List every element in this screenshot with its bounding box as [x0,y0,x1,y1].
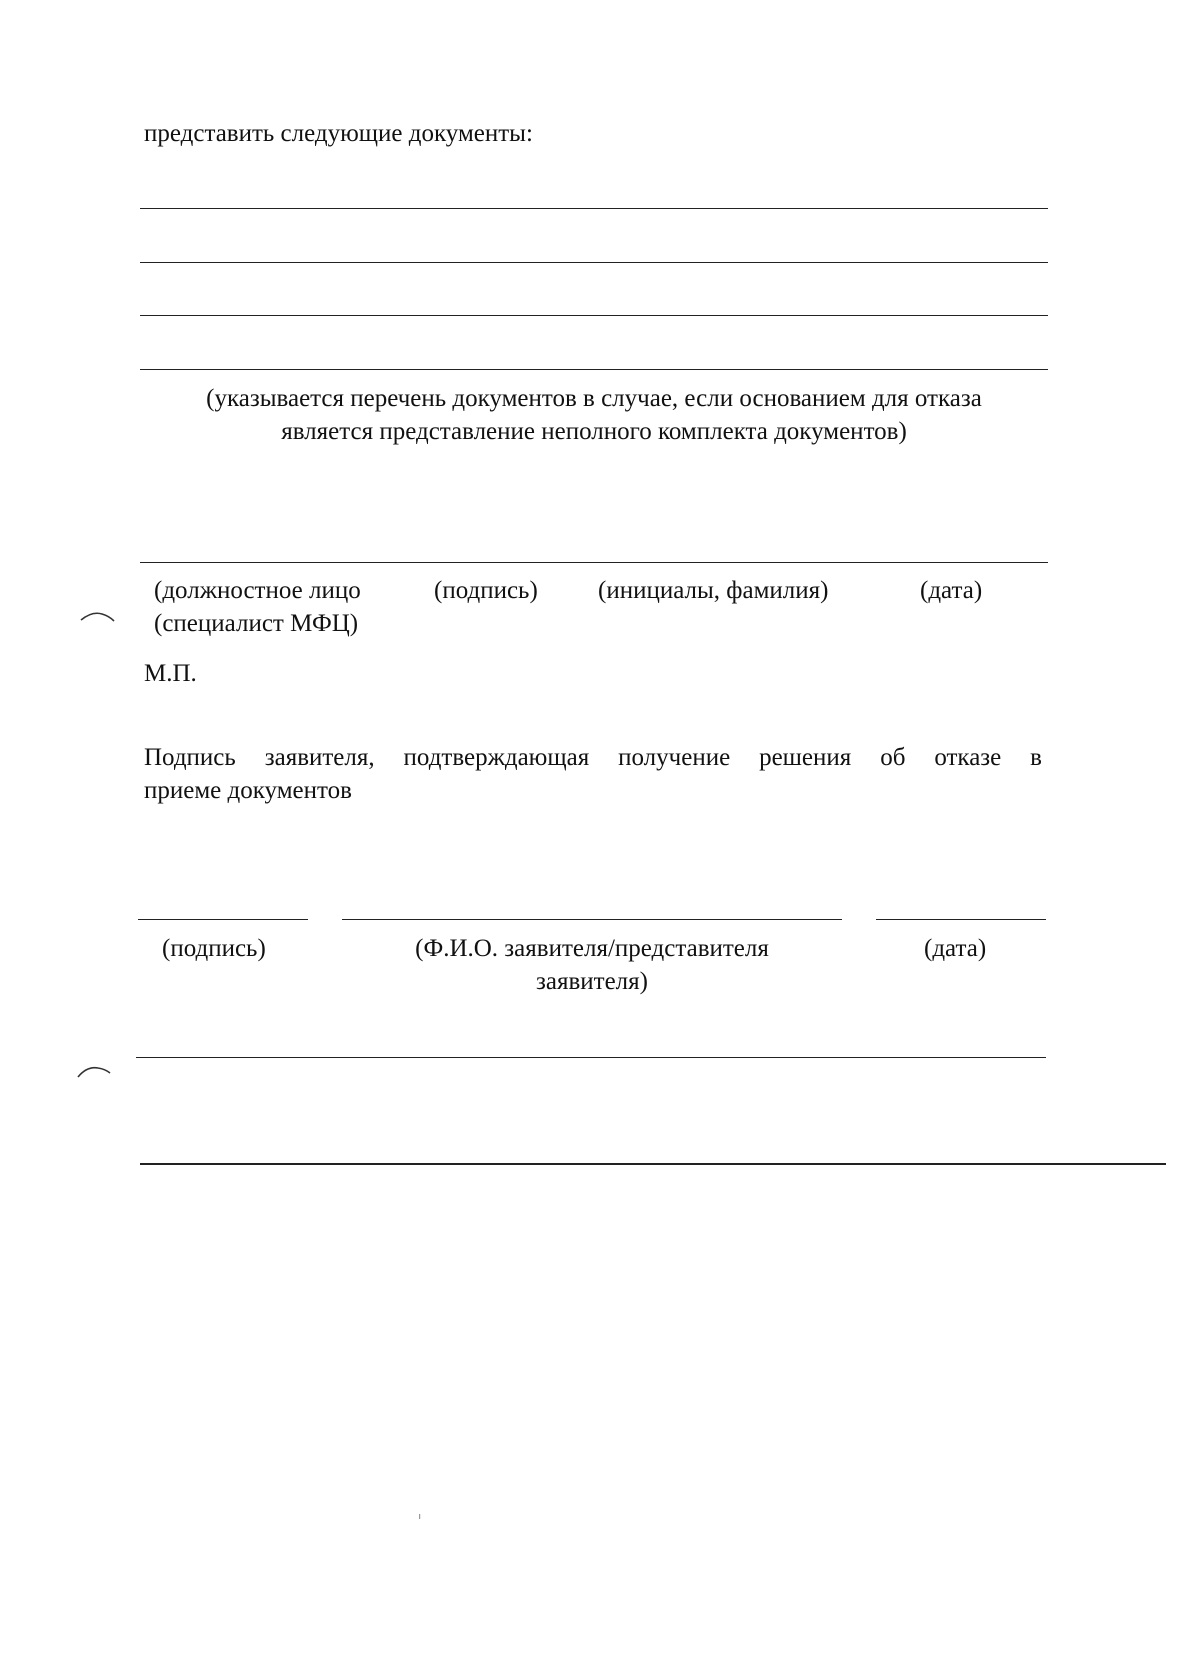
cut-line-upper [136,1057,1046,1058]
document-list-note-line-1: (указывается перечень документов в случае, если основанием для отказа [206,385,982,412]
margin-mark-lower [74,1060,114,1082]
official-name-label: (инициалы, фамилия) [598,577,829,604]
document-list-note-line-2: является представление неполного комплекта документов) [281,418,907,445]
official-signature-line [140,562,1048,563]
applicant-name-label-continued: заявителя) [536,968,648,995]
applicant-signature-label: (подпись) [162,935,266,962]
seal-label: М.П. [144,660,197,687]
official-position-label-continued: (специалист МФЦ) [154,610,359,637]
applicant-confirmation-line-2: приеме документов [144,777,352,804]
official-position-label: (должностное лицо [154,577,361,604]
cut-line-lower [140,1163,1166,1165]
document-list-line-4 [140,369,1048,370]
document-list-line-3 [140,315,1048,316]
applicant-name-line [342,919,842,920]
official-signature-label: (подпись) [434,577,538,604]
applicant-date-line [876,919,1046,920]
intro-text: представить следующие документы: [144,120,533,147]
scan-speck [418,1514,422,1520]
applicant-signature-line [138,919,308,920]
applicant-date-label: (дата) [924,935,987,962]
margin-mark-upper [78,606,118,628]
document-list-line-1 [140,208,1048,209]
applicant-confirmation-line-1: Подпись заявителя, подтверждающая получение решения об отказе в [144,744,1042,771]
document-list-line-2 [140,262,1048,263]
official-date-label: (дата) [920,577,983,604]
applicant-name-label: (Ф.И.О. заявителя/представителя [415,935,769,962]
